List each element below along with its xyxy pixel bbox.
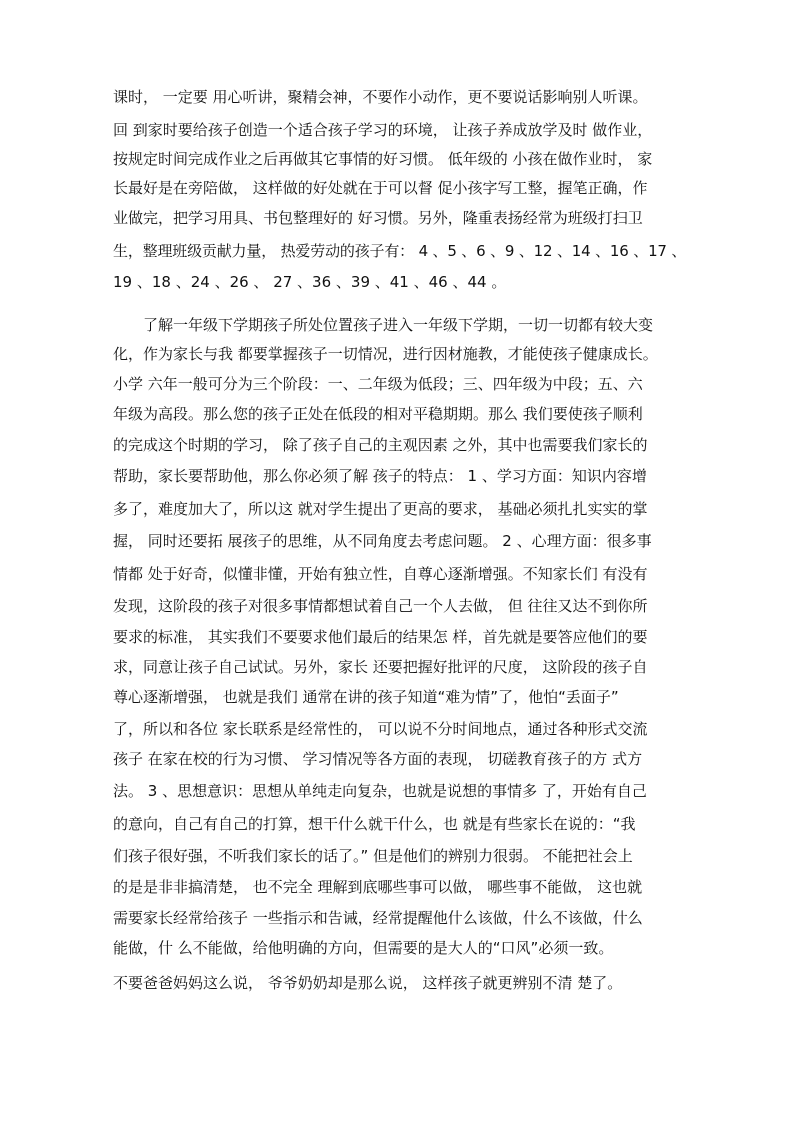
text-line: 发现，这阶段的孩子对很多事情都想试着自己一个人去做， 但 往往又达不到你所 [113, 597, 648, 615]
text-line: 尊心逐渐增强， 也就是我们 通常在讲的孩子知道“难为情”了，他怕“丢面子” [113, 688, 619, 706]
text-line: 生，整理班级贡献力量， 热爱劳动的孩子有： 4 、5 、6 、9 、12 、14 、16 、17 、 [113, 242, 687, 260]
text-line: 的完成这个时期的学习， 除了孩子自己的主观因素 之外，其中也需要我们家长的 [113, 436, 648, 454]
text-line: 能做，什 么不能做，给他明确的方向，但需要的是大人的“口风”必须一致。 [113, 939, 614, 957]
text-line: 帮助，家长要帮助他，那么你必须了解 孩子的特点： 1 、学习方面：知识内容增 [113, 467, 647, 485]
text-line: 法。 3 、思想意识：思想从单纯走向复杂，也就是说想的事情多 了，开始有自己 [113, 782, 647, 800]
text-line: 课时， 一定要 用心听讲，聚精会神，不要作小动作，更不要说话影响别人听课。 [113, 88, 648, 106]
text-line: 化，作为家长与我 都要掌握孩子一切情况，进行因材施教，才能使孩子健康成长。 [113, 345, 658, 363]
text-line: 要求的标准， 其实我们不要要求他们最后的结果怎 样，首先就是要答应他们的要 [113, 628, 648, 646]
text-line: 回 到家时要给孩子创造一个适合孩子学习的环境， 让孩子养成放学及时 做作业， [113, 121, 653, 139]
text-line: 业做完，把学习用具、书包整理好的 好习惯。另外，隆重表扬经常为班级打扫卫 [113, 209, 643, 227]
text-line: 小学 六年一般可分为三个阶段：一、二年级为低段；三、四年级为中段；五、六 [113, 375, 643, 393]
text-line: 年级为高段。那么您的孩子正处在低段的相对平稳期期。那么 我们要使孩子顺利 [113, 405, 643, 423]
text-line: 不要爸爸妈妈这么说， 爷爷奶奶却是那么说， 这样孩子就更辨别不清 楚了。 [113, 974, 623, 992]
text-line: 多了，难度加大了，所以这 就对学生提出了更高的要求， 基础必须扎扎实实的掌 [113, 500, 648, 518]
text-line: 的意向，自己有自己的打算，想干什么就干什么，也 就是有些家长在说的：“我 [113, 815, 636, 833]
text-line: 19 、18 、24 、26 、 27 、36 、39 、41 、46 、44 。 [113, 273, 507, 291]
text-line: 的是是非非搞清楚， 也不完全 理解到底哪些事可以做， 哪些事不能做， 这也就 [113, 878, 643, 896]
text-line: 孩子 在家在校的行为习惯、 学习情况等各方面的表现， 切磋教育孩子的方 式方 [113, 750, 643, 768]
text-line: 握， 同时还要拓 展孩子的思维，从不同角度去考虑问题。 2 、心理方面：很多事 [113, 532, 652, 550]
text-line: 长最好是在旁陪做， 这样做的好处就在于可以督 促小孩字写工整，握笔正确，作 [113, 179, 648, 197]
text-line: 了，所以和各位 家长联系是经常性的， 可以说不分时间地点，通过各种形式交流 [113, 720, 648, 738]
text-line: 按规定时间完成作业之后再做其它事情的好习惯。 低年级的 小孩在做作业时， 家 [113, 150, 653, 168]
text-line: 求，同意让孩子自己试试。另外，家长 还要把握好批评的尺度， 这阶段的孩子自 [113, 658, 648, 676]
text-line: 需要家长经常给孩子 一些指示和告诫，经常提醒他什么该做，什么不该做，什么 [113, 909, 643, 927]
text-line: 了解一年级下学期孩子所处位置孩子进入一年级下学期，一切一切都有较大变 [143, 316, 654, 334]
text-line: 们孩子很好强，不听我们家长的话了。” 但是他们的辨别力很弱。 不能把社会上 [113, 847, 633, 865]
text-line: 情都 处于好奇，似懂非懂，开始有独立性，自尊心逐渐增强。不知家长们 有没有 [113, 565, 648, 583]
